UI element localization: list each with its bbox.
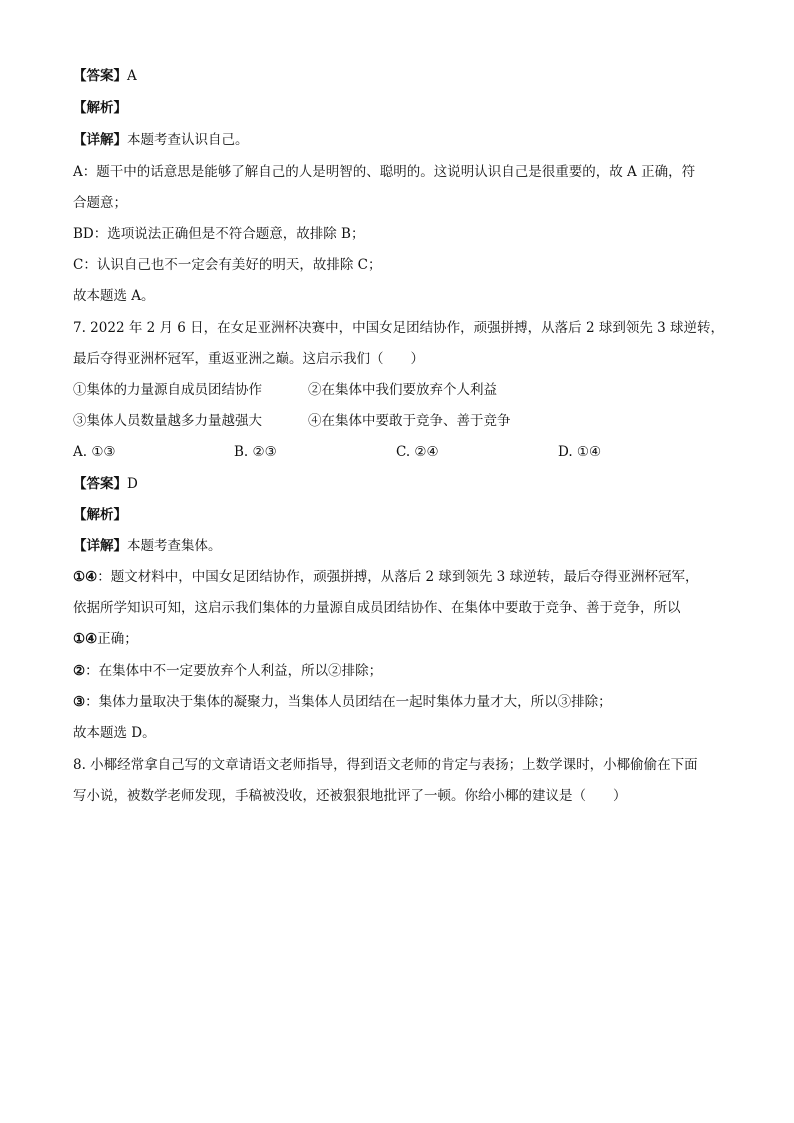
q7-explain-14-2: 依据所学知识可知，这启示我们集体的力量源自成员团结协作、在集体中要敢于竞争、善于竞争，所以 <box>73 600 681 616</box>
q7-option-d: D. ①④ <box>558 444 602 460</box>
marker-2: ② <box>73 663 86 679</box>
q7-detail-line <box>73 537 222 555</box>
detail-text: 本题考查认识自己。 <box>127 132 249 148</box>
detail-text: 本题考查集体。 <box>127 538 222 554</box>
q6-explain-bd: BD：选项说法正确但是不符合题意，故排除 B； <box>73 226 365 242</box>
q8-stem-1: 8. 小椰经常拿自己写的文章请语文老师指导，得到语文老师的肯定与表扬；上数学课时，小椰偷偷在下面 <box>73 757 698 773</box>
q7-explain-14-3 <box>73 630 138 648</box>
q7-option-c: C. ②④ <box>396 444 439 460</box>
q6-answer-line <box>73 67 137 85</box>
marker-3: ③ <box>73 694 86 710</box>
q7-conclusion: 故本题选 D。 <box>73 725 156 741</box>
answer-tag: 【答案】 <box>73 476 127 492</box>
answer-value: D <box>127 476 138 492</box>
q7-item-3: ③集体人员数量越多力量越强大 <box>73 413 262 429</box>
q7-explain-2 <box>73 662 382 680</box>
answer-tag: 【答案】 <box>73 68 127 84</box>
explain-text: ：集体力量取决于集体的凝聚力，当集体人员团结在一起时集体力量才大，所以③排除； <box>85 694 612 710</box>
q7-explain-14-1 <box>73 568 699 586</box>
answer-value: A <box>127 68 137 84</box>
detail-tag: 【详解】 <box>73 132 127 148</box>
q6-explain-c: C：认识自己也不一定会有美好的明天，故排除 C； <box>73 257 382 273</box>
q6-detail-line <box>73 131 249 149</box>
q7-answer-line <box>73 475 138 493</box>
explain-text: ：题文材料中，中国女足团结协作，顽强拼搏，从落后 2 球到领先 3 球逆转，最后夺得亚洲杯冠军， <box>97 569 699 585</box>
q7-item-2: ②在集体中我们要放弃个人利益 <box>308 382 497 398</box>
explain-text: ：在集体中不一定要放弃个人利益，所以②排除； <box>85 663 383 679</box>
q6-conclusion: 故本题选 A。 <box>73 288 155 304</box>
q7-option-a: A. ①③ <box>73 444 116 460</box>
q7-analysis-tag: 【解析】 <box>73 507 127 523</box>
marker-14: ①④ <box>73 569 98 585</box>
detail-tag: 【详解】 <box>73 538 127 554</box>
q8-stem-2: 写小说，被数学老师发现，手稿被没收，还被狠狠地批评了一顿。你给小椰的建议是（ ） <box>73 788 627 804</box>
q6-analysis-tag: 【解析】 <box>73 100 127 116</box>
q7-option-b: B. ②③ <box>234 444 277 460</box>
explain-text: 正确； <box>97 631 138 647</box>
q7-item-1: ①集体的力量源自成员团结协作 <box>73 382 262 398</box>
q7-stem-1: 7. 2022 年 2 月 6 日，在女足亚洲杯决赛中，中国女足团结协作，顽强拼搏，从落后 2 球到领先 3 球逆转， <box>73 320 725 336</box>
q7-explain-3 <box>73 693 612 711</box>
q6-explain-a-1: A：题干中的话意思是能够了解自己的人是明智的、聪明的。这说明认识自己是很重要的，故 A 正确，符 <box>73 164 696 180</box>
q7-item-4: ④在集体中要敢于竞争、善于竞争 <box>308 413 511 429</box>
q6-explain-a-2: 合题意； <box>73 195 127 211</box>
marker-14: ①④ <box>73 631 98 647</box>
q7-stem-2: 最后夺得亚洲杯冠军，重返亚洲之巅。这启示我们（ ） <box>73 351 424 367</box>
